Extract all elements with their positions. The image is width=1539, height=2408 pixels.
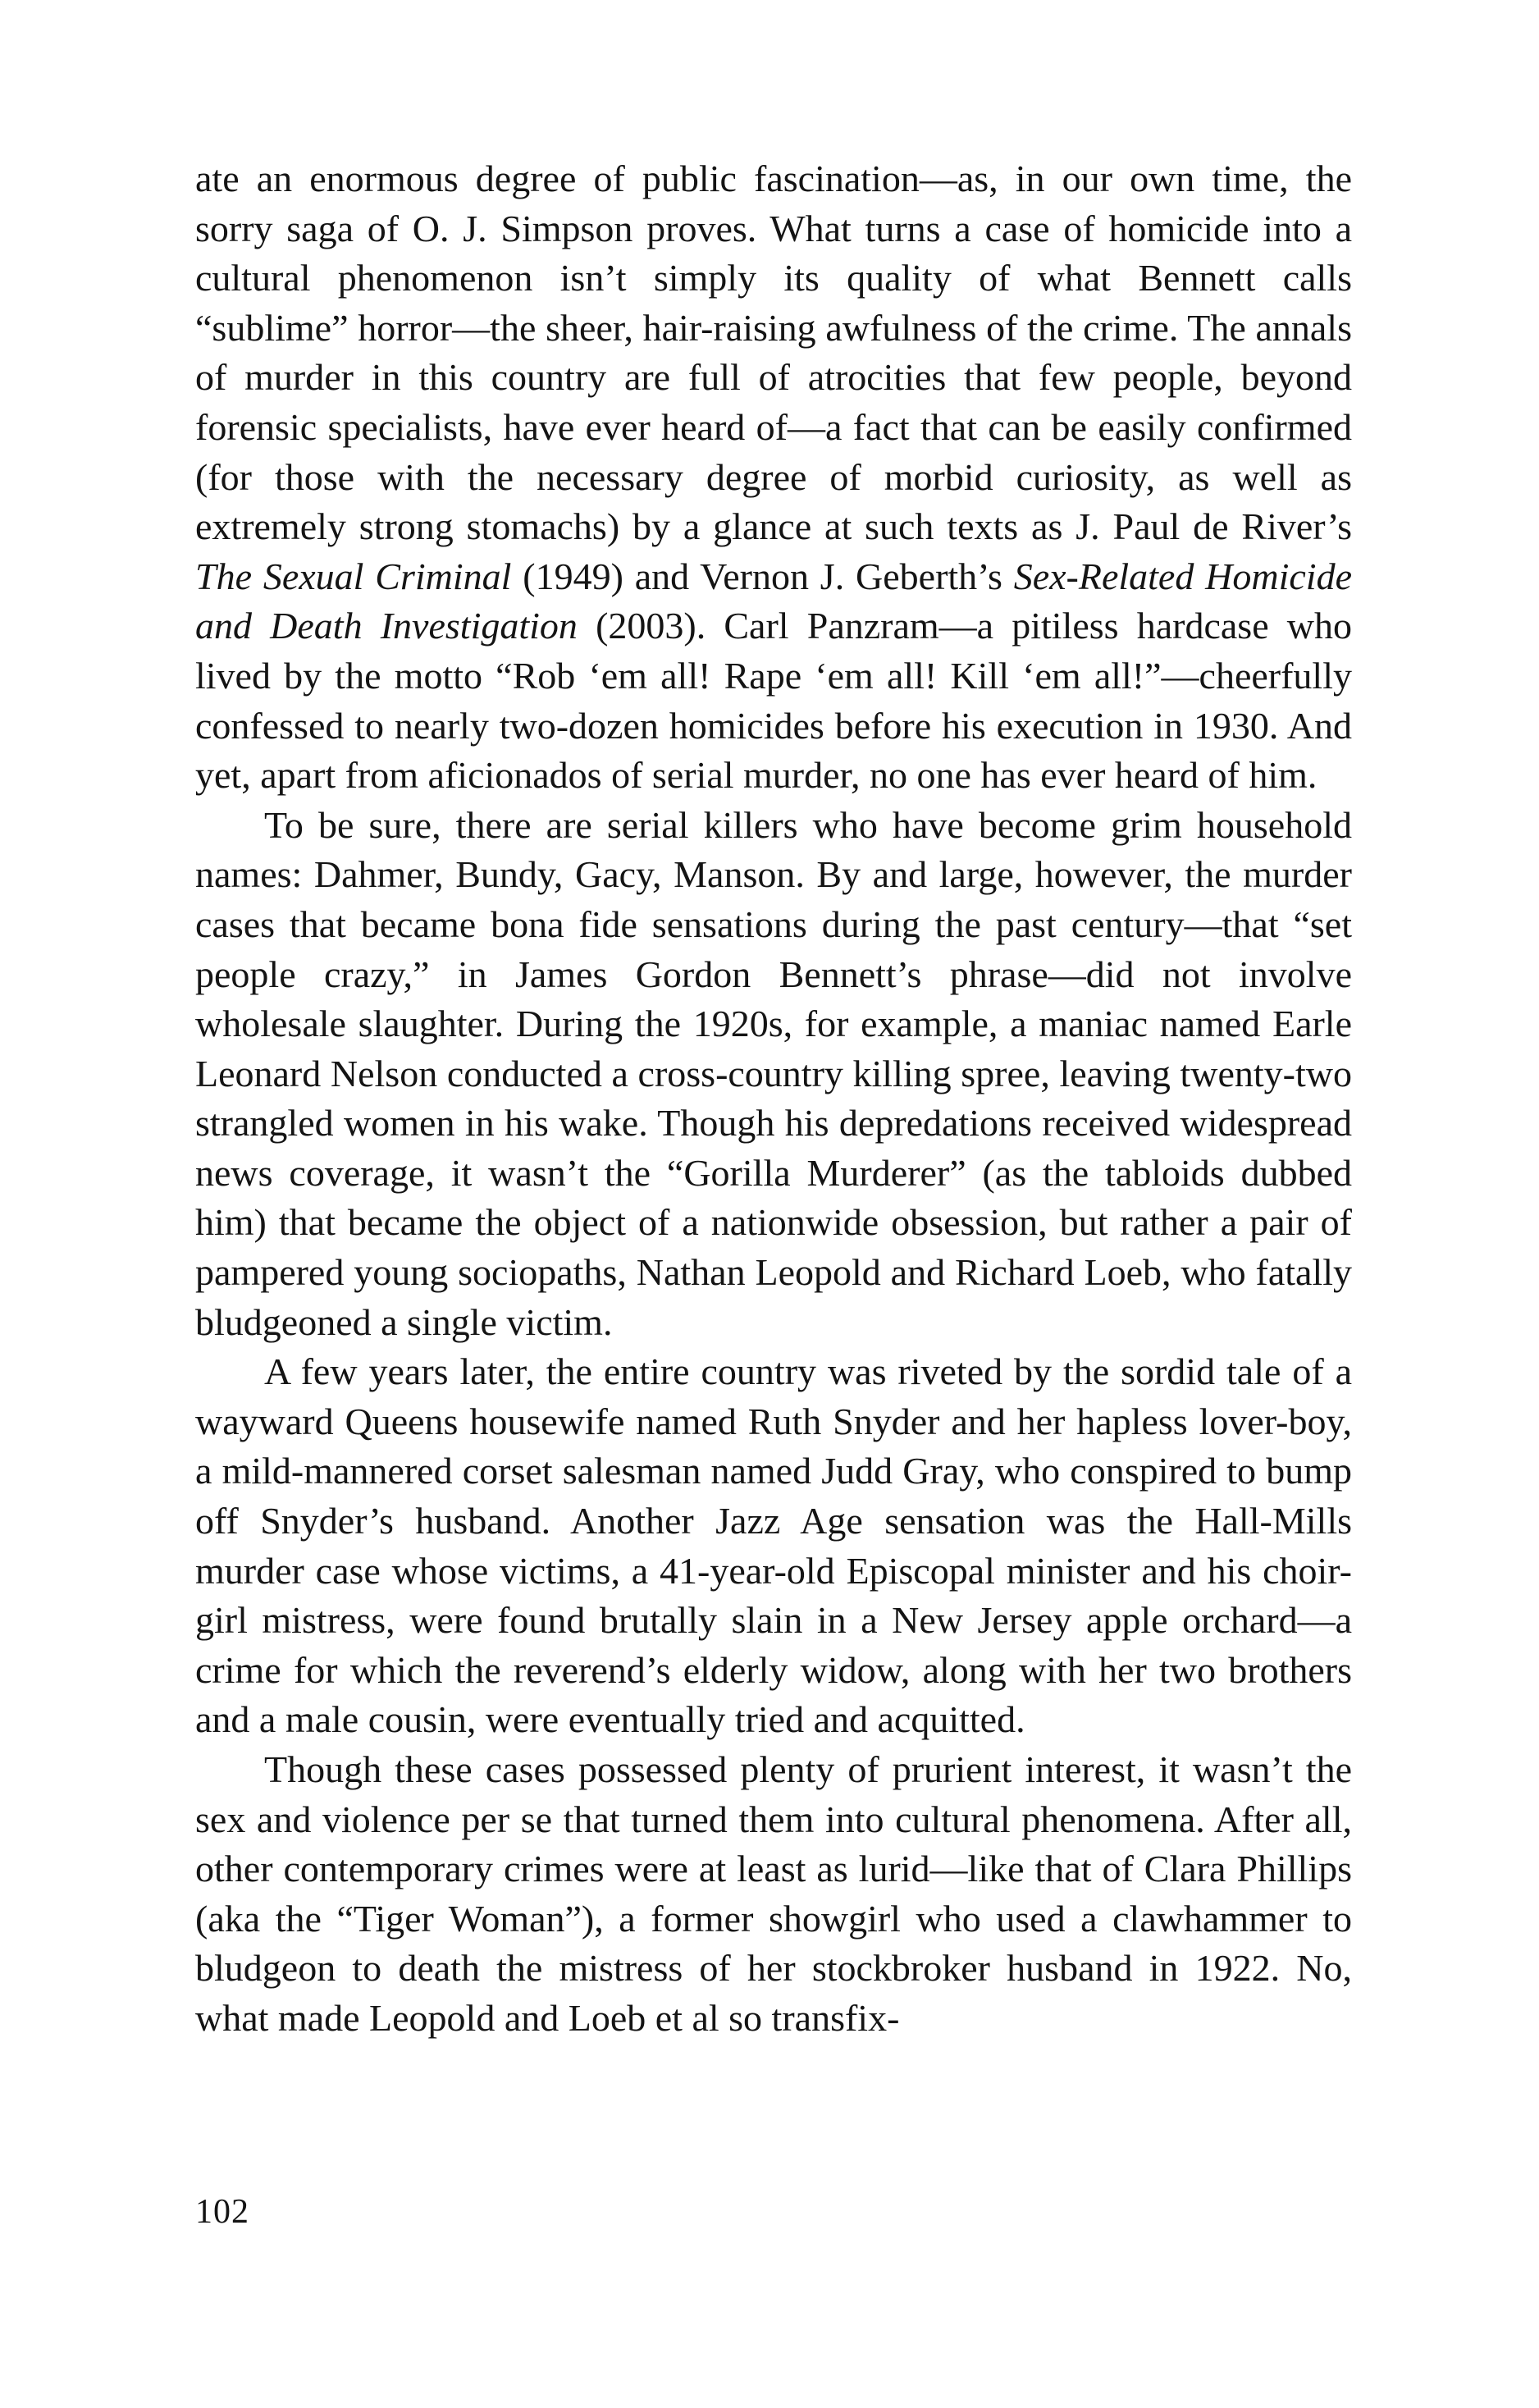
paragraph-3-text: A few years later, the entire country was riveted by the sordid tale of a wayward Queens housewife named Ruth Snyder and her hapless lover-boy, a mild-mannered corset salesman named Judd Gray, who conspired to bump off Snyder’s husband. Another Jazz Age sensation was the Hall-Mills murder case whose victims, a 41-year-old Episcopal minister and his choir-girl mistress, were found brutally slain in a New Jersey apple orchard—a crime for which the reverend’s elderly widow, along with her two brothers and a male cousin, were eventually tried and acquitted. xyxy=(195,1350,1352,1741)
page-number: 102 xyxy=(195,2193,249,2231)
paragraph-1-text-c: (2003). Carl Panzram—a pitiless hardcase who lived by the motto “Rob ‘em all! Rape ‘em all! Kill ‘em all!”—cheerfully confessed to nearly two-dozen homicides before his execution in 1930. And yet, apart from aficionados of serial murder, no one has ever heard of him. xyxy=(195,605,1353,797)
paragraph-3 xyxy=(195,1347,1352,1745)
paragraph-1-text-b: (1949) and Vernon J. Geberth’s xyxy=(511,555,1014,597)
book-title-sex-related-homicide: Sex-Related Homicide and Death Investigation xyxy=(195,555,1352,647)
paragraph-1-text-a: ate an enormous degree of public fascination—as, in our own time, the sorry saga of O. J. Simpson proves. What turns a case of homicide into a cultural phenomenon isn’t simply its quality of what Bennett calls “sublime” horror—the sheer, hair-raising awfulness of the crime. The annals of murder in this country are full of atrocities that few people, beyond forensic specialists, have ever heard of—a fact that can be easily confirmed (for those with the necessary degree of morbid curiosity, as well as extremely strong stomachs) by a glance at such texts as J. Paul de River’s xyxy=(195,158,1352,548)
paragraph-1 xyxy=(195,154,1352,801)
paragraph-4 xyxy=(195,1745,1352,2044)
paragraph-2-text: To be sure, there are serial killers who have become grim household names: Dahmer, Bundy, Gacy, Manson. By and large, however, the murder cases that became bona fide sensations during the past century—that “set people crazy,” in James Gordon Bennett’s phrase—did not involve wholesale slaughter. During the 1920s, for example, a maniac named Earle Leonard Nelson conducted a cross-country killing spree, leaving twenty-two strangled women in his wake. Though his depredations received widespread news coverage, it wasn’t the “Gorilla Murderer” (as the tabloids dubbed him) that became the object of a nationwide obsession, but rather a pair of pampered young sociopaths, Nathan Leopold and Richard Loeb, who fatally bludgeoned a single victim. xyxy=(195,803,1352,1343)
paragraph-4-text: Though these cases possessed plenty of prurient interest, it wasn’t the sex and violence per se that turned them into cultural phenomena. After all, other contemporary crimes were at least as lurid—like that of Clara Phillips (aka the “Tiger Woman”), a former showgirl who used a clawhammer to bludgeon to death the mistress of her stockbroker husband in 1922. No, what made Leopold and Loeb et al so transfix- xyxy=(195,1748,1352,2039)
book-title-sexual-criminal: The Sexual Criminal xyxy=(195,555,512,597)
body-text xyxy=(195,154,1352,2044)
paragraph-2 xyxy=(195,801,1352,1348)
